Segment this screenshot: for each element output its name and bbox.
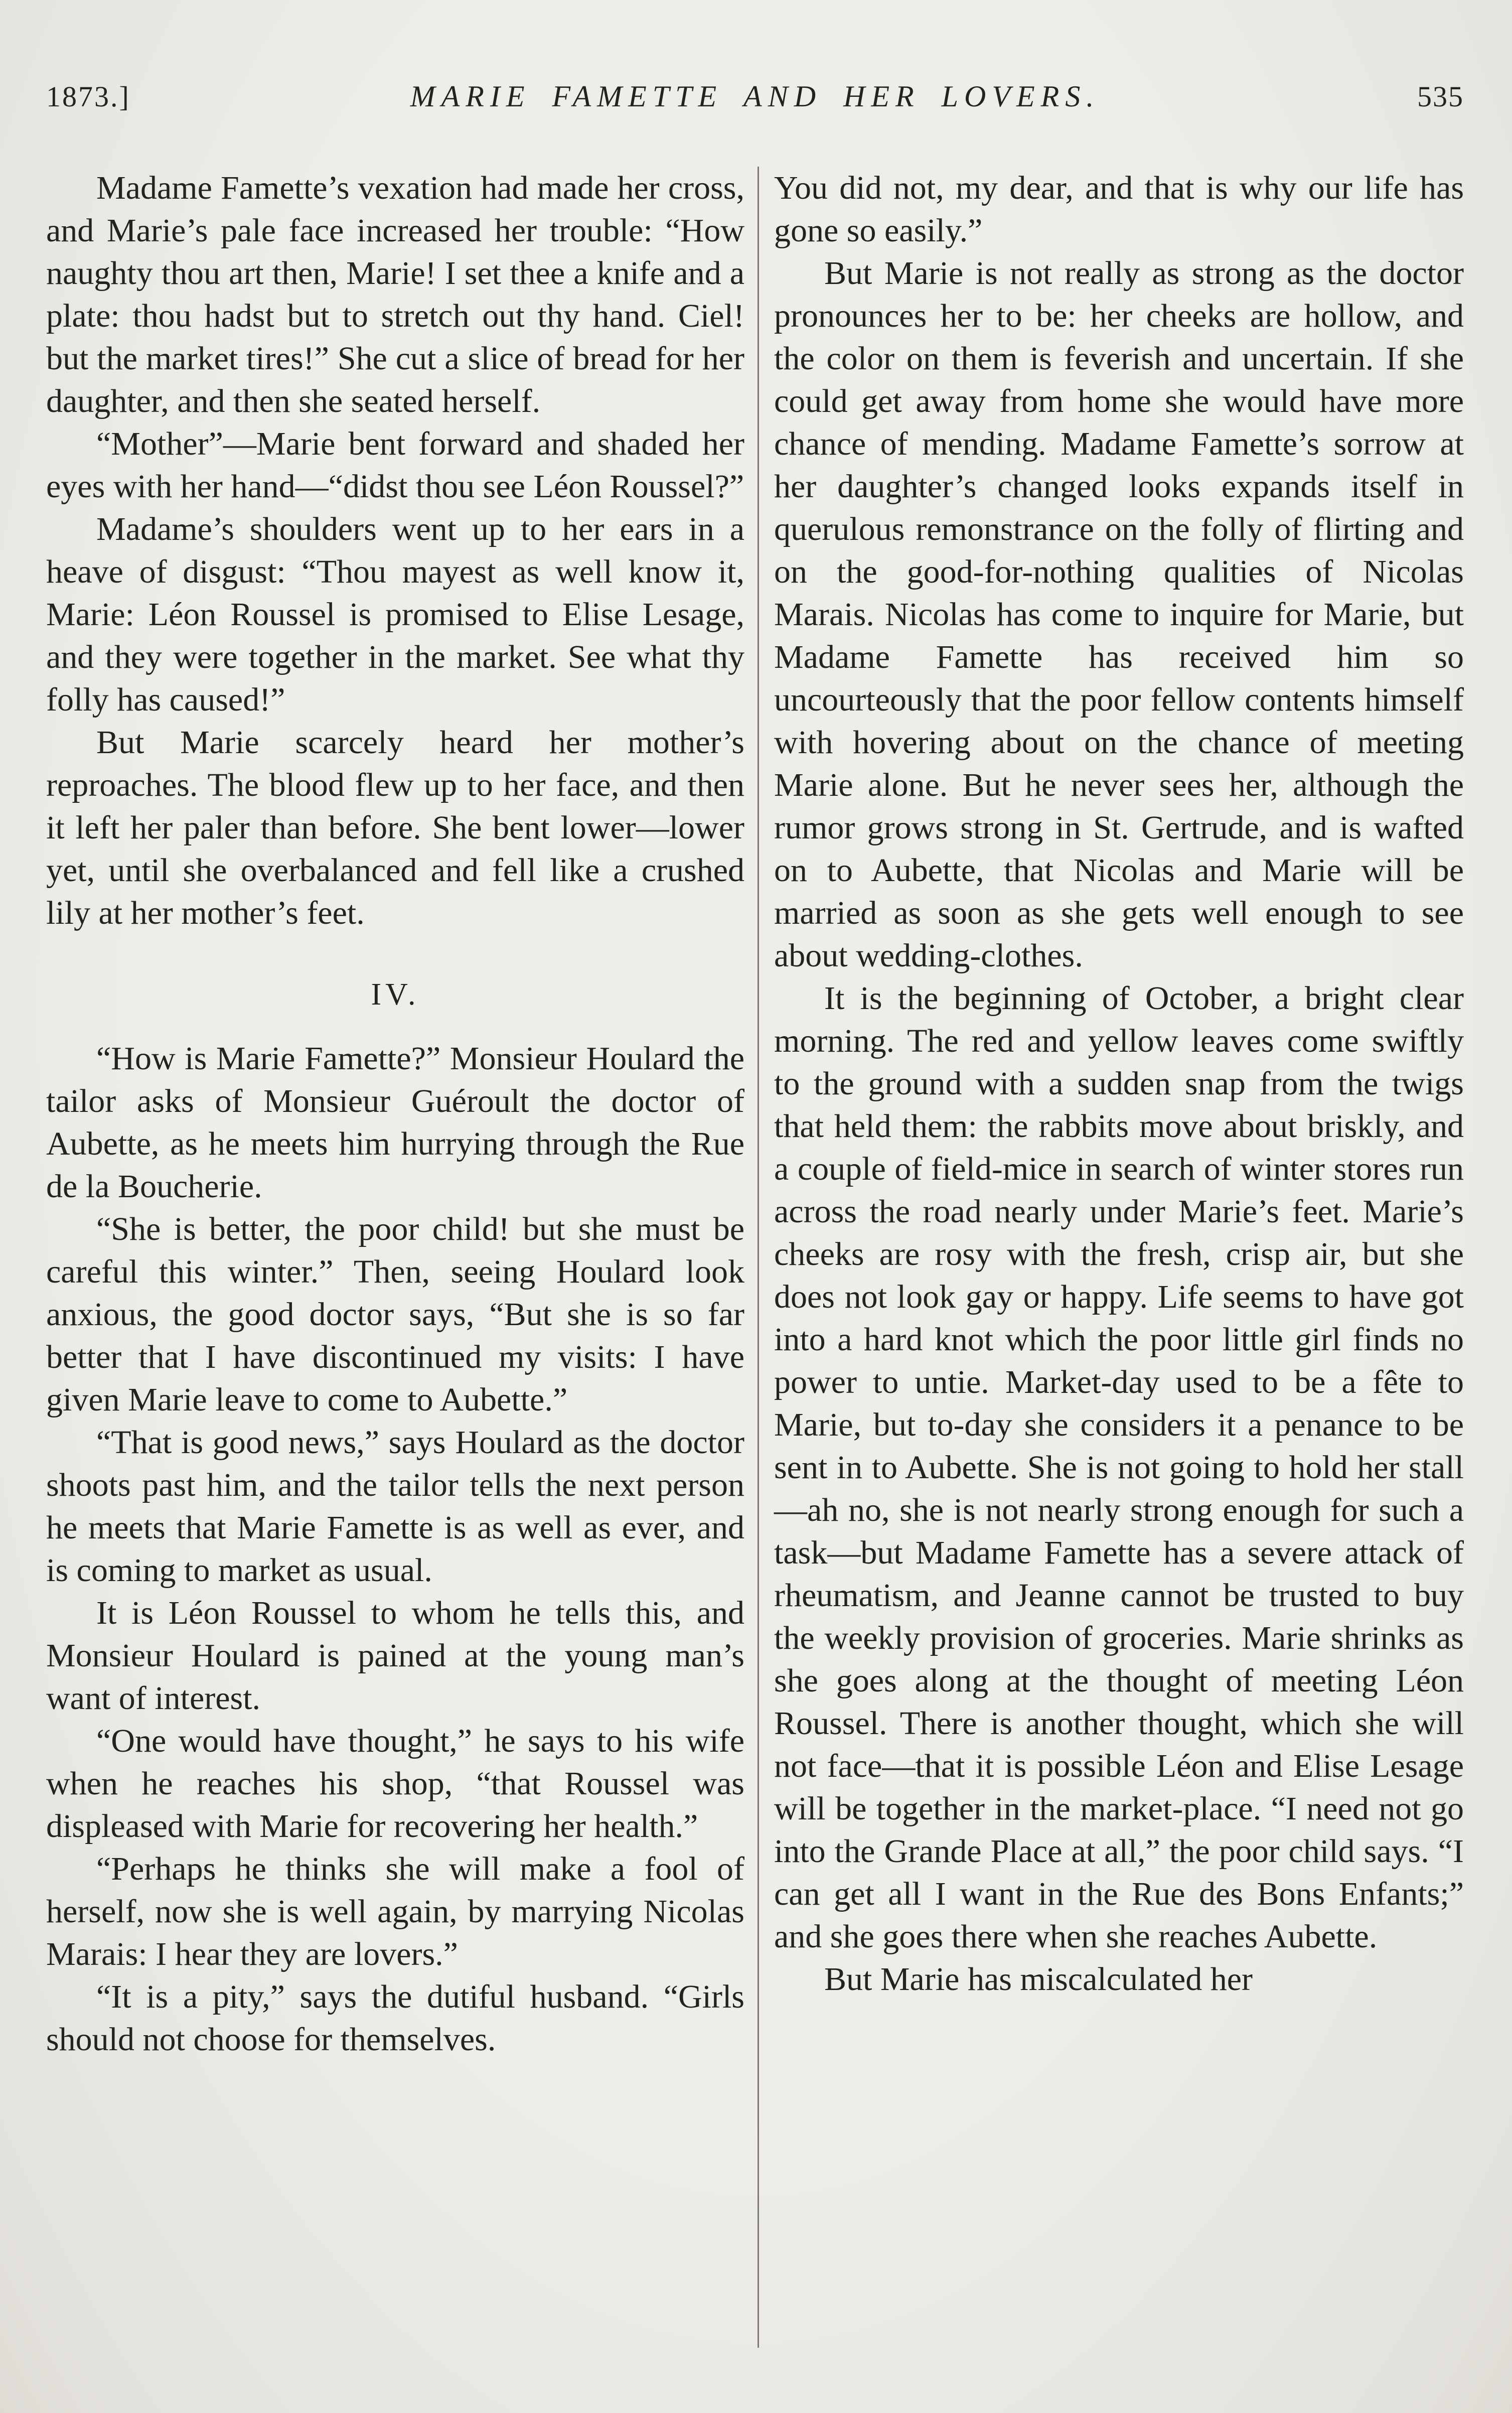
left-column [46,167,744,2348]
paragraph: But Marie scarcely heard her mother’s reproaches. The blood flew up to her face, and then it left her paler than before. She bent lower—lower yet, until she overbalanced and fell like a crushed lily at her mother’s feet. [46,724,744,931]
paragraph: Madame’s shoulders went up to her ears in a heave of disgust: “Thou mayest as well know it, Marie: Léon Roussel is promised to Elise Lesage, and they were together in the market. See what thy folly has caused!” [46,511,744,718]
paragraph: “Mother”—Marie bent forward and shaded her eyes with her hand—“didst thou see Léon Roussel?” [46,425,744,505]
running-head [46,79,1464,114]
paragraph: “Perhaps he thinks she will make a fool of herself, now she is well again, by marrying Nicolas Marais: I hear they are lovers.” [46,1851,744,1972]
paragraph: It is the beginning of October, a bright clear morning. The red and yellow leaves come swiftly to the ground with a sudden snap from the twigs that held them: the rabbits move about briskly, and a couple of field-mice in search of winter stores run across the road nearly under Marie’s feet. Marie’s cheeks are rosy with the fresh, crisp air, but she does not look gay or happy. Life seems to have got into a hard knot which the poor little girl finds no power to untie. Market-day used to be a fête to Marie, but to-day she considers it a penance to be sent in to Aubette. She is not going to hold her stall—ah no, she is not nearly strong enough for such a task—but Madame Famette has a severe attack of rheumatism, and Jeanne cannot be trusted to buy the weekly provision of groceries. Marie shrinks as she goes along at the thought of meeting Léon Roussel. There is another thought, which she will not face—that it is possible Léon and Elise Lesage will be together in the market-place. “I need not go into the Grande Place at all,” the poor child says. “I can get all I want in the Rue des Bons Enfants;” and she goes there when she reaches Aubette. [774,980,1464,1955]
year-label: 1873.] [46,80,130,113]
paragraph: Madame Famette’s vexation had made her cross, and Marie’s pale face increased her trouble: “How naughty thou art then, Marie! I set thee a knife and a plate: thou hadst but to stretch out thy hand. Ciel! but the market tires!” She cut a slice of bread for her daughter, and then she seated herself. [46,170,744,419]
running-title: MARIE FAMETTE AND HER LOVERS. [410,80,1100,113]
paragraph: But Marie is not really as strong as the doctor pronounces her to be: her cheeks are hollow, and the color on them is feverish and uncertain. If she could get away from home she would have more chance of mending. Madame Famette’s sorrow at her daughter’s changed looks expands itself in querulous remonstrance on the folly of flirting and on the good-for-nothing qualities of Nicolas Marais. Nicolas has come to inquire for Marie, but Madame Famette has received him so uncourteously that the poor fellow contents himself with hovering about on the chance of meeting Marie alone. But he never sees her, although the rumor grows strong in St. Gertrude, and is wafted on to Aubette, that Nicolas and Marie will be married as soon as she gets well enough to see about wedding-clothes. [774,255,1464,974]
column-divider [758,167,759,2348]
paragraph-continuation: You did not, my dear, and that is why our life has gone so easily.” [774,170,1464,249]
chapter-heading: IV. [371,977,420,1012]
text-columns [46,167,1464,2348]
paragraph: “One would have thought,” he says to his wife when he reaches his shop, “that Roussel was displeased with Marie for recovering her health.” [46,1723,744,1844]
paragraph: It is Léon Roussel to whom he tells this, and Monsieur Houlard is pained at the young man’s want of interest. [46,1595,744,1717]
paragraph: “How is Marie Famette?” Monsieur Houlard the tailor asks of Monsieur Guéroult the doctor of Aubette, as he meets him hurrying through the Rue de la Boucherie. [46,1040,744,1205]
paragraph: But Marie has miscalculated her [824,1961,1253,1998]
paragraph: “She is better, the poor child! but she must be careful this winter.” Then, seeing Houlard look anxious, the good doctor says, “But she is so far better that I have discontinued my visits: I have given Marie leave to come to Aubette.” [46,1211,744,1418]
paragraph: “It is a pity,” says the dutiful husband. “Girls should not choose for themselves. [46,1978,744,2058]
page-number: 535 [1417,80,1464,113]
right-column [774,167,1464,2348]
paragraph: “That is good news,” says Houlard as the doctor shoots past him, and the tailor tells the next person he meets that Marie Famette is as well as ever, and is coming to market as usual. [46,1424,744,1589]
